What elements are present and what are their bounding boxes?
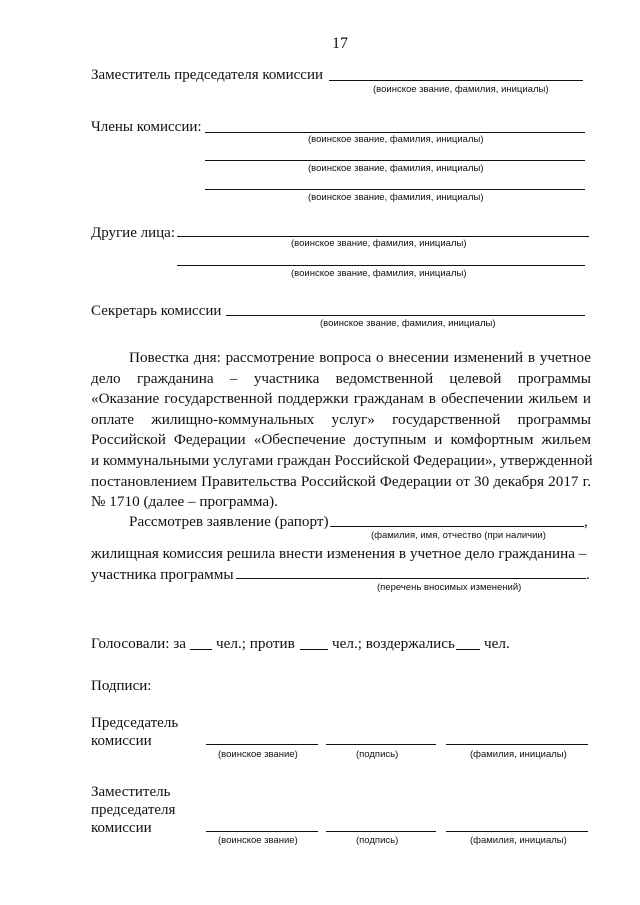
member-caption-3: (воинское звание, фамилия, инициалы) — [308, 192, 484, 203]
statement-label: Рассмотрев заявление (рапорт) — [129, 513, 329, 530]
member-field-3[interactable] — [205, 189, 585, 190]
deputy-chair-label: Заместитель председателя комиссии — [91, 67, 324, 83]
votes-for-unit: чел.; против — [216, 635, 295, 652]
member-caption-1: (воинское звание, фамилия, инициалы) — [308, 134, 484, 145]
agenda-line: «Оказание государственной поддержки гражданам в обеспечении жильем и — [91, 390, 591, 408]
member-field-2[interactable] — [205, 160, 585, 161]
secretary-label: Секретарь комиссии — [91, 303, 222, 319]
chair-rank-field[interactable] — [206, 744, 318, 745]
other-caption-1: (воинское звание, фамилия, инициалы) — [291, 238, 467, 249]
votes-for-field[interactable] — [190, 649, 212, 650]
page-number: 17 — [332, 35, 348, 52]
chair-signature-caption: (подпись) — [356, 749, 399, 760]
changes-caption: (перечень вносимых изменений) — [377, 582, 522, 593]
agenda-line: оплате жилищно-коммунальных услуг» государственной программы — [91, 410, 591, 428]
agenda-line: Повестка дня: рассмотрение вопроса о внесении изменений в учетное — [129, 349, 591, 366]
chair-name-field[interactable] — [446, 744, 588, 745]
agenda-line: Российской Федерации «Обеспечение доступным и комфортным жильем — [91, 431, 591, 449]
votes-against-field[interactable] — [300, 649, 328, 650]
members-label: Члены комиссии: — [91, 119, 202, 135]
decision-line-1: жилищная комиссия решила внести изменения в учетное дело гражданина – — [91, 545, 587, 562]
agenda-paragraph — [91, 348, 591, 513]
statement-caption: (фамилия, имя, отчество (при наличии) — [371, 530, 546, 541]
other-field-1[interactable] — [177, 236, 589, 237]
other-caption-2: (воинское звание, фамилия, инициалы) — [291, 268, 467, 279]
member-caption-2: (воинское звание, фамилия, инициалы) — [308, 163, 484, 174]
votes-abstain-unit: чел. — [484, 635, 510, 652]
secretary-field[interactable] — [226, 315, 585, 316]
deputy-title-line-2: председателя — [91, 802, 176, 818]
other-field-2[interactable] — [177, 265, 585, 266]
decision-line-2: участника программы — [91, 566, 234, 583]
deputy-chair-caption: (воинское звание, фамилия, инициалы) — [373, 84, 549, 95]
chair-title-line-2: комиссии — [91, 733, 152, 749]
others-label: Другие лица: — [91, 225, 175, 241]
voting-label: Голосовали: за — [91, 635, 187, 652]
statement-field[interactable] — [330, 526, 584, 527]
chair-name-caption: (фамилия, инициалы) — [470, 749, 567, 760]
agenda-line: № 1710 (далее – программа). — [91, 493, 278, 511]
votes-against-unit: чел.; воздержались — [332, 635, 455, 652]
agenda-line: постановлением Правительства Российской Федерации от 30 декабря 2017 г. — [91, 472, 591, 490]
deputy-signature-field[interactable] — [326, 831, 436, 832]
deputy-name-caption: (фамилия, инициалы) — [470, 835, 567, 846]
changes-field[interactable] — [236, 578, 586, 579]
deputy-chair-field[interactable] — [329, 80, 583, 81]
chair-rank-caption: (воинское звание) — [218, 749, 298, 760]
agenda-line: и коммунальными услугами граждан Российской Федерации», утвержденной — [91, 451, 593, 469]
votes-abstain-field[interactable] — [456, 649, 480, 650]
deputy-name-field[interactable] — [446, 831, 588, 832]
signatures-label: Подписи: — [91, 678, 152, 694]
deputy-rank-caption: (воинское звание) — [218, 835, 298, 846]
decision-period: . — [586, 567, 590, 583]
chair-signature-field[interactable] — [326, 744, 436, 745]
member-field-1[interactable] — [205, 132, 585, 133]
agenda-line: дело гражданина – участника ведомственной целевой программы — [91, 369, 591, 387]
deputy-title-line-1: Заместитель — [91, 784, 171, 800]
deputy-signature-caption: (подпись) — [356, 835, 399, 846]
deputy-title-line-3: комиссии — [91, 820, 152, 836]
chair-title-line-1: Председатель — [91, 715, 179, 731]
secretary-caption: (воинское звание, фамилия, инициалы) — [320, 318, 496, 329]
deputy-rank-field[interactable] — [206, 831, 318, 832]
statement-comma: , — [584, 514, 588, 530]
